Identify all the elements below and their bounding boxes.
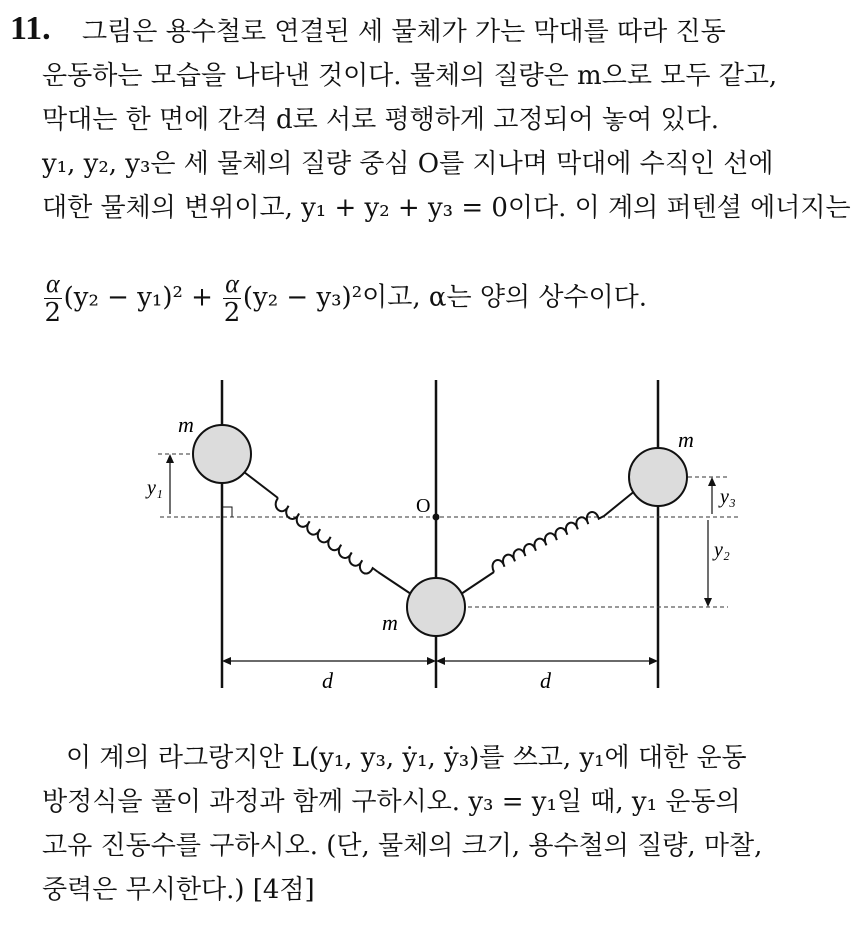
right-mass-label: m (678, 427, 694, 452)
y2-label: y₂ (714, 539, 730, 561)
question-text-line-3: 고유 진동수를 구하시오. (단, 물체의 크기, 용수철의 질량, 마찰, (42, 831, 763, 861)
fraction-alpha-over-2-second: $\frac{\alpha}{2}$ (223, 269, 241, 328)
center-mass (407, 578, 465, 636)
left-link-upper (244, 472, 278, 498)
formula-term-1: (y₂ − y₁)² + (63, 282, 213, 313)
left-spring (276, 498, 378, 574)
problem-text-line-3: 막대는 한 면에 간격 d로 서로 평행하게 고정되어 놓여 있다. (42, 105, 719, 135)
fraction-alpha-over-2: $\frac{\alpha}{2}$ (44, 269, 62, 328)
d-arrow-left-head-a (222, 657, 231, 665)
left-link-lower (378, 572, 414, 596)
problem-text-line-5: 대한 물체의 변위이고, y₁ + y₂ + y₃ = 0이다. 이 계의 퍼텐셜 에너지는 (42, 193, 851, 223)
d-label-left: d (322, 668, 333, 693)
question-text-line-1: 이 계의 라그랑지안 L(y₁, y₃, ẏ₁, ẏ₃)를 쓰고, y₁에 대한 운동 (66, 743, 747, 773)
left-mass-label: m (178, 412, 194, 437)
right-spring (493, 512, 604, 572)
y1-arrow-head (166, 454, 174, 463)
formula-term-2: (y₂ − y₃)²이고, α는 양의 상수이다. (242, 282, 648, 313)
right-link-upper (604, 490, 636, 516)
right-link-lower (458, 572, 494, 596)
y3-label: y₃ (720, 486, 736, 508)
d-arrow-right-head-b (649, 657, 658, 665)
question-number: 11. (10, 10, 51, 47)
question-text-line-4: 중력은 무시한다.) [4점] (42, 875, 315, 905)
center-mass-label: m (382, 610, 398, 635)
origin-point (433, 514, 440, 521)
question-text-line-2: 방정식을 풀이 과정과 함께 구하시오. y₃ = y₁일 때, y₁ 운동의 (42, 787, 741, 817)
origin-label: O (416, 495, 431, 517)
problem-text-line-2: 운동하는 모습을 나타낸 것이다. 물체의 질량은 m으로 모두 같고, (42, 61, 778, 91)
d-label-right: d (540, 668, 551, 693)
left-mass (193, 425, 251, 483)
y3-arrow-head (708, 477, 716, 486)
problem-text-line-1: 그림은 용수철로 연결된 세 물체가 가는 막대를 따라 진동 (82, 17, 726, 47)
y2-arrow-head (704, 598, 712, 607)
d-arrow-left-head-b (427, 657, 436, 665)
right-mass (629, 448, 687, 506)
d-arrow-right-head-a (436, 657, 445, 665)
right-angle-mark (222, 507, 232, 517)
y1-label: y₁ (147, 477, 163, 499)
problem-text-line-4: y₁, y₂, y₃은 세 물체의 질량 중심 O를 지나며 막대에 수직인 선에 (42, 149, 774, 179)
